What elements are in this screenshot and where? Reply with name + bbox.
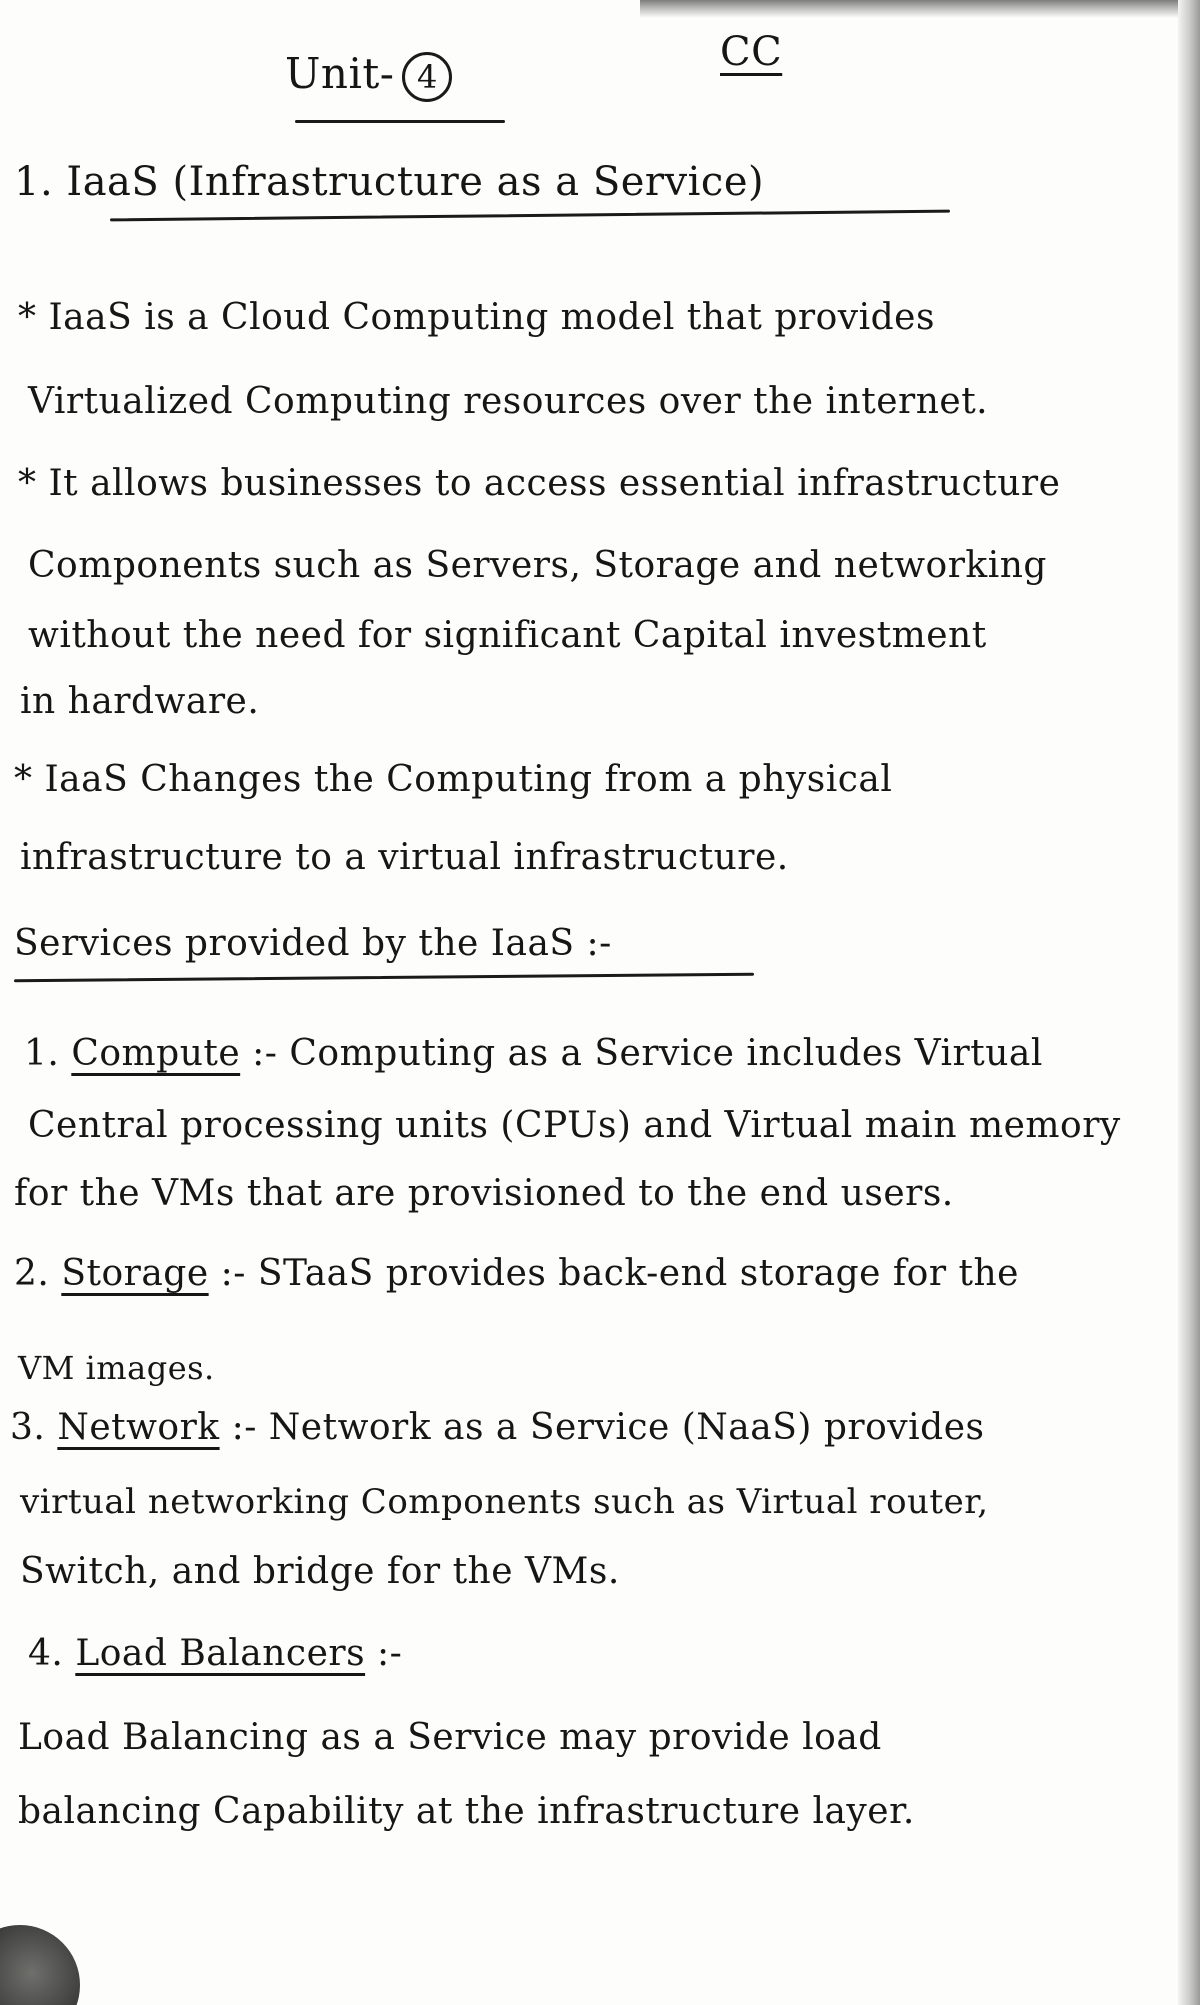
service-3-line-1 bbox=[10, 1406, 984, 1450]
service-3-line-2: virtual networking Components such as Virtual router, bbox=[20, 1482, 989, 1522]
bullet-2-line-4: in hardware. bbox=[20, 681, 260, 722]
service-3-number: 3. bbox=[10, 1407, 46, 1448]
service-1-name: Compute bbox=[71, 1033, 241, 1074]
service-4-line-1 bbox=[28, 1632, 402, 1676]
notebook-spine bbox=[1178, 0, 1200, 2005]
unit-heading bbox=[285, 49, 452, 102]
service-1-line-1 bbox=[24, 1032, 1043, 1076]
service-2-line-1 bbox=[14, 1252, 1019, 1296]
service-4-line-3: balancing Capability at the infrastructure layer. bbox=[18, 1791, 915, 1832]
service-1-number: 1. bbox=[24, 1033, 60, 1074]
section-title-text: IaaS (Infrastructure as a Service) bbox=[66, 159, 765, 205]
service-3-name: Network bbox=[57, 1407, 220, 1448]
service-4-number: 4. bbox=[28, 1633, 64, 1674]
service-4-name: Load Balancers bbox=[75, 1633, 366, 1674]
page-corner-shadow bbox=[0, 1925, 80, 2005]
bullet-2-line-1: * It allows businesses to access essential infrastructure bbox=[18, 463, 1061, 504]
unit-underline bbox=[295, 120, 505, 123]
section-underline bbox=[110, 210, 950, 222]
subject-label bbox=[720, 30, 782, 74]
service-1-line-3: for the VMs that are provisioned to the end users. bbox=[14, 1173, 954, 1214]
service-2-name: Storage bbox=[61, 1253, 209, 1294]
service-3-line-3: Switch, and bridge for the VMs. bbox=[20, 1551, 620, 1592]
service-3-desc: :- Network as a Service (NaaS) provides bbox=[231, 1407, 985, 1448]
bullet-1-line-1: * IaaS is a Cloud Computing model that provides bbox=[18, 297, 935, 338]
service-1-line-2: Central processing units (CPUs) and Virtual main memory bbox=[28, 1105, 1121, 1146]
subject-text: CC bbox=[720, 29, 783, 75]
unit-number-circle: 4 bbox=[402, 52, 452, 102]
bullet-2-line-2: Components such as Servers, Storage and networking bbox=[28, 545, 1047, 586]
bullet-3-line-2: infrastructure to a virtual infrastructure. bbox=[20, 837, 789, 878]
service-1-desc: :- Computing as a Service includes Virtual bbox=[252, 1033, 1043, 1074]
unit-label: Unit- bbox=[285, 49, 395, 98]
section-number: 1. bbox=[14, 159, 54, 205]
service-4-desc: :- bbox=[377, 1633, 403, 1674]
services-heading: Services provided by the IaaS :- bbox=[14, 923, 612, 964]
service-4-line-2: Load Balancing as a Service may provide load bbox=[18, 1717, 882, 1758]
service-2-number: 2. bbox=[14, 1253, 50, 1294]
bullet-3-line-1: * IaaS Changes the Computing from a physical bbox=[14, 759, 893, 800]
service-2-desc: :- STaaS provides back-end storage for the bbox=[220, 1253, 1019, 1294]
service-2-line-2: VM images. bbox=[18, 1349, 215, 1387]
page-top-shadow bbox=[640, 0, 1200, 18]
bullet-2-line-3: without the need for significant Capital investment bbox=[28, 615, 987, 656]
section-title bbox=[14, 160, 764, 204]
services-heading-underline bbox=[14, 973, 754, 982]
bullet-1-line-2: Virtualized Computing resources over the internet. bbox=[28, 381, 989, 422]
